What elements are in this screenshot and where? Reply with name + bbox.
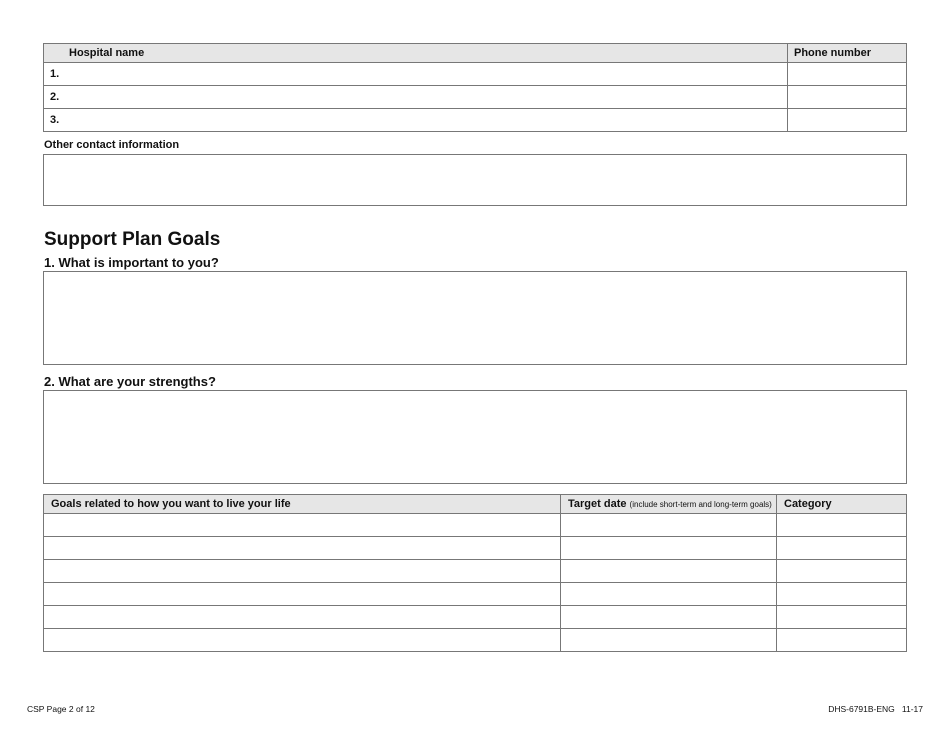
- hospital-name-cell[interactable]: 3.: [44, 109, 788, 132]
- phone-number-cell[interactable]: [788, 63, 907, 86]
- goals-header: Goals related to how you want to live your life: [44, 495, 561, 514]
- category-cell[interactable]: [777, 583, 907, 606]
- target-date-cell[interactable]: [561, 560, 777, 583]
- important-answer-field[interactable]: [43, 271, 907, 365]
- category-cell[interactable]: [777, 606, 907, 629]
- goal-cell[interactable]: [44, 537, 561, 560]
- target-date-cell[interactable]: [561, 606, 777, 629]
- category-cell[interactable]: [777, 560, 907, 583]
- goal-cell[interactable]: [44, 606, 561, 629]
- category-cell[interactable]: [777, 537, 907, 560]
- target-date-cell[interactable]: [561, 514, 777, 537]
- goal-cell[interactable]: [44, 583, 561, 606]
- category-cell[interactable]: [777, 514, 907, 537]
- phone-number-cell[interactable]: [788, 109, 907, 132]
- phone-number-cell[interactable]: [788, 86, 907, 109]
- page-title: Support Plan Goals: [44, 229, 221, 250]
- category-header: Category: [777, 495, 907, 514]
- table-row: [44, 86, 907, 109]
- goals-table: [43, 494, 907, 652]
- hospital-name-cell[interactable]: 1.: [44, 63, 788, 86]
- page-number: CSP Page 2 of 12: [27, 704, 95, 714]
- target-date-header: [561, 495, 777, 514]
- table-row: [44, 629, 907, 652]
- important-question-label: 1. What is important to you?: [44, 255, 219, 270]
- goal-cell[interactable]: [44, 629, 561, 652]
- target-date-cell[interactable]: [561, 537, 777, 560]
- category-cell[interactable]: [777, 629, 907, 652]
- table-row: [44, 606, 907, 629]
- table-row: [44, 514, 907, 537]
- target-date-note: (include short-term and long-term goals): [629, 500, 772, 509]
- table-row: [44, 583, 907, 606]
- strengths-question-label: 2. What are your strengths?: [44, 374, 216, 389]
- hospital-table-header: [44, 44, 907, 63]
- hospital-name-cell[interactable]: 2.: [44, 86, 788, 109]
- goals-table-header: [44, 495, 907, 514]
- table-row: [44, 560, 907, 583]
- target-date-cell[interactable]: [561, 629, 777, 652]
- other-contact-field[interactable]: [43, 154, 907, 206]
- form-number: DHS-6791B-ENG 11-17: [828, 704, 923, 714]
- table-row: [44, 63, 907, 86]
- strengths-answer-field[interactable]: [43, 390, 907, 484]
- target-date-cell[interactable]: [561, 583, 777, 606]
- goal-cell[interactable]: [44, 560, 561, 583]
- hospital-table: [43, 43, 907, 132]
- table-row: [44, 537, 907, 560]
- hospital-name-header: Hospital name: [44, 44, 788, 63]
- phone-number-header: Phone number: [788, 44, 907, 63]
- target-date-label: Target date: [568, 498, 627, 510]
- table-row: [44, 109, 907, 132]
- other-contact-label: Other contact information: [44, 139, 180, 151]
- goal-cell[interactable]: [44, 514, 561, 537]
